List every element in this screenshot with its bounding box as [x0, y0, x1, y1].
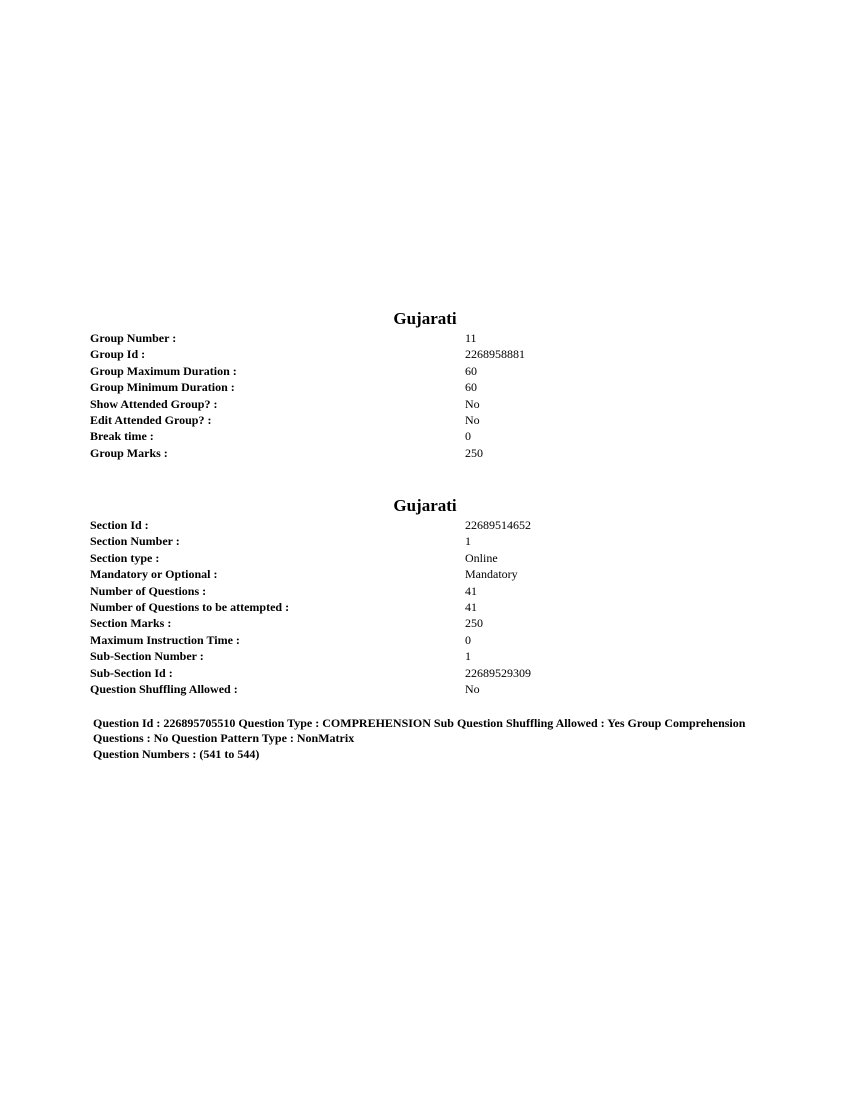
section-detail-row: [90, 533, 770, 549]
group-details: [90, 330, 770, 461]
section-detail-row: [90, 599, 770, 615]
group-detail-value: 250: [465, 445, 483, 460]
section-detail-row: [90, 583, 770, 599]
section-detail-value: 250: [465, 616, 483, 631]
group-detail-row: [90, 379, 770, 395]
section-detail-value: 22689529309: [465, 665, 531, 680]
section-detail-value: 1: [465, 534, 471, 549]
section-title: Gujarati: [393, 496, 457, 515]
section-detail-value: 1: [465, 649, 471, 664]
section-detail-label: Number of Questions to be attempted :: [90, 599, 290, 614]
question-numbers: Question Numbers : (541 to 544): [93, 747, 260, 761]
group-detail-value: 60: [465, 363, 477, 378]
group-detail-value: 60: [465, 380, 477, 395]
group-detail-label: Break time :: [90, 429, 154, 444]
section-detail-value: Mandatory: [465, 567, 518, 582]
section-detail-row: [90, 615, 770, 631]
group-detail-row: [90, 330, 770, 346]
section-details: [90, 517, 770, 697]
section-detail-label: Section Number :: [90, 534, 180, 549]
group-detail-label: Group Number :: [90, 331, 177, 345]
group-detail-row: [90, 346, 770, 362]
group-detail-row: [90, 396, 770, 412]
section-detail-value: Online: [465, 550, 498, 565]
group-detail-value: No: [465, 412, 480, 427]
group-detail-value: 11: [465, 331, 477, 345]
section-detail-row: [90, 517, 770, 533]
section-detail-label: Sub-Section Number :: [90, 649, 204, 664]
group-detail-label: Group Minimum Duration :: [90, 380, 235, 395]
group-detail-label: Group Maximum Duration :: [90, 363, 237, 378]
section-detail-value: 0: [465, 632, 471, 647]
section-detail-label: Question Shuffling Allowed :: [90, 681, 238, 696]
section-detail-label: Mandatory or Optional :: [90, 567, 218, 582]
section-detail-value: 22689514652: [465, 518, 531, 532]
group-detail-value: 0: [465, 429, 471, 444]
section-detail-label: Maximum Instruction Time :: [90, 632, 240, 647]
group-detail-value: 2268958881: [465, 347, 525, 362]
group-detail-label: Group Marks :: [90, 445, 168, 460]
section-detail-row: [90, 550, 770, 566]
section-detail-value: 41: [465, 583, 477, 598]
section-detail-value: 41: [465, 599, 477, 614]
group-detail-row: [90, 428, 770, 444]
section-detail-label: Section type :: [90, 550, 160, 565]
group-detail-row: [90, 412, 770, 428]
section-detail-label: Section Marks :: [90, 616, 172, 631]
section-detail-label: Number of Questions :: [90, 583, 207, 598]
group-detail-value: No: [465, 396, 480, 411]
group-detail-row: [90, 363, 770, 379]
section-detail-row: [90, 566, 770, 582]
question-info: Question Id : 226895705510 Question Type : COMPREHENSION Sub Question Shuffling Allowed : Yes Group Comprehension Questions : No Question Pattern Type : NonMatrix: [93, 716, 746, 745]
section-detail-row: [90, 681, 770, 697]
group-title: Gujarati: [393, 309, 457, 328]
question-info-block: [93, 716, 763, 762]
section-detail-row: [90, 632, 770, 648]
group-detail-label: Edit Attended Group? :: [90, 412, 212, 427]
group-detail-label: Group Id :: [90, 347, 146, 362]
group-detail-label: Show Attended Group? :: [90, 396, 218, 411]
section-detail-label: Section Id :: [90, 518, 149, 532]
section-detail-row: [90, 648, 770, 664]
section-detail-value: No: [465, 681, 480, 696]
section-detail-row: [90, 665, 770, 681]
group-detail-row: [90, 445, 770, 461]
section-detail-label: Sub-Section Id :: [90, 665, 173, 680]
